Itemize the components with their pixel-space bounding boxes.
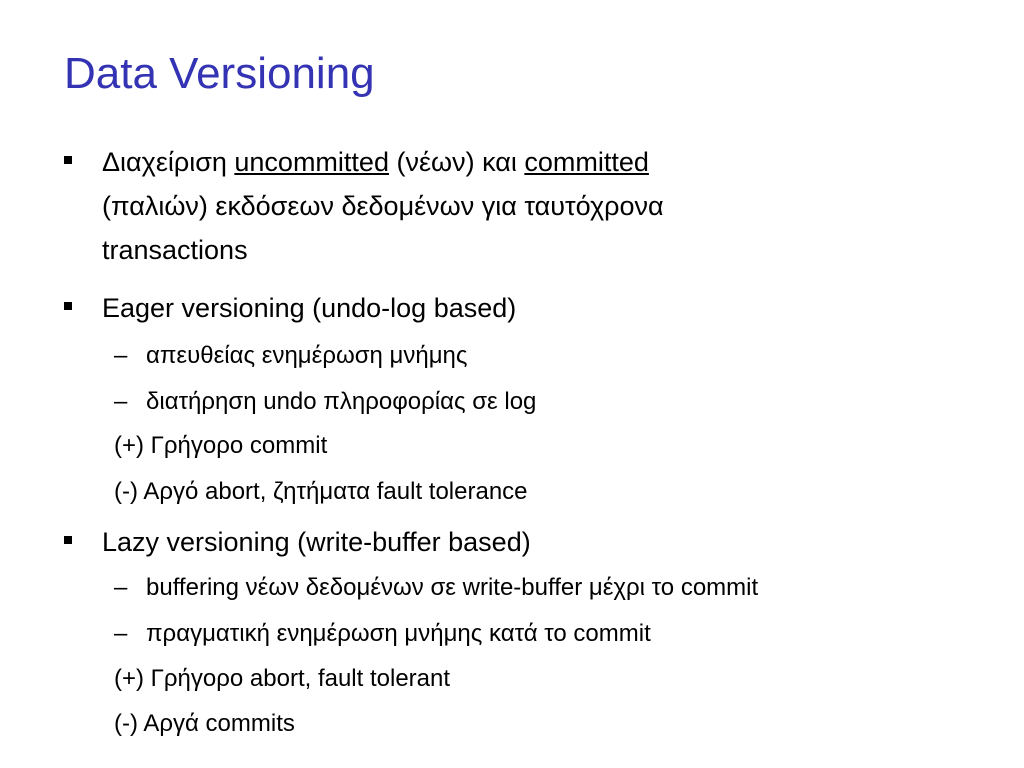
dash-bullet-icon: – bbox=[114, 342, 128, 369]
dash-bullet-icon: – bbox=[114, 574, 128, 601]
bullet-text: Eager versioning (undo-log based) bbox=[102, 293, 517, 323]
dash-bullet-icon: – bbox=[114, 388, 128, 415]
dash-bullet-icon: – bbox=[114, 620, 128, 647]
note-line: (+) Γρήγορο commit bbox=[114, 432, 328, 459]
bullet-text bbox=[102, 140, 664, 272]
note-line: (-) Αργά commits bbox=[114, 710, 295, 737]
note-line: (-) Αργό abort, ζητήματα fault tolerance bbox=[114, 478, 528, 505]
square-bullet-icon bbox=[64, 302, 72, 310]
text-span: Διαχείριση bbox=[102, 147, 235, 177]
bullet-line bbox=[102, 140, 664, 184]
underlined-term: uncommitted bbox=[234, 147, 389, 177]
sub-item-text: πραγματική ενημέρωση μνήμης κατά το commit bbox=[146, 620, 651, 647]
sub-item-text: διατήρηση undo πληροφορίας σε log bbox=[146, 388, 537, 415]
square-bullet-icon bbox=[64, 156, 72, 164]
text-span: (νέων) και bbox=[388, 147, 525, 177]
sub-item-text: buffering νέων δεδομένων σε write-buffer μέχρι το commit bbox=[146, 574, 759, 601]
bullet-line: (παλιών) εκδόσεων δεδομένων για ταυτόχρονα bbox=[102, 191, 664, 221]
note-line: (+) Γρήγορο abort, fault tolerant bbox=[114, 665, 451, 692]
bullet-text: Lazy versioning (write-buffer based) bbox=[102, 527, 531, 557]
slide-title: Data Versioning bbox=[64, 49, 375, 98]
square-bullet-icon bbox=[64, 536, 72, 544]
sub-item-text: απευθείας ενημέρωση μνήμης bbox=[146, 342, 468, 369]
bullet-line: transactions bbox=[102, 235, 248, 265]
underlined-term: committed bbox=[524, 147, 649, 177]
